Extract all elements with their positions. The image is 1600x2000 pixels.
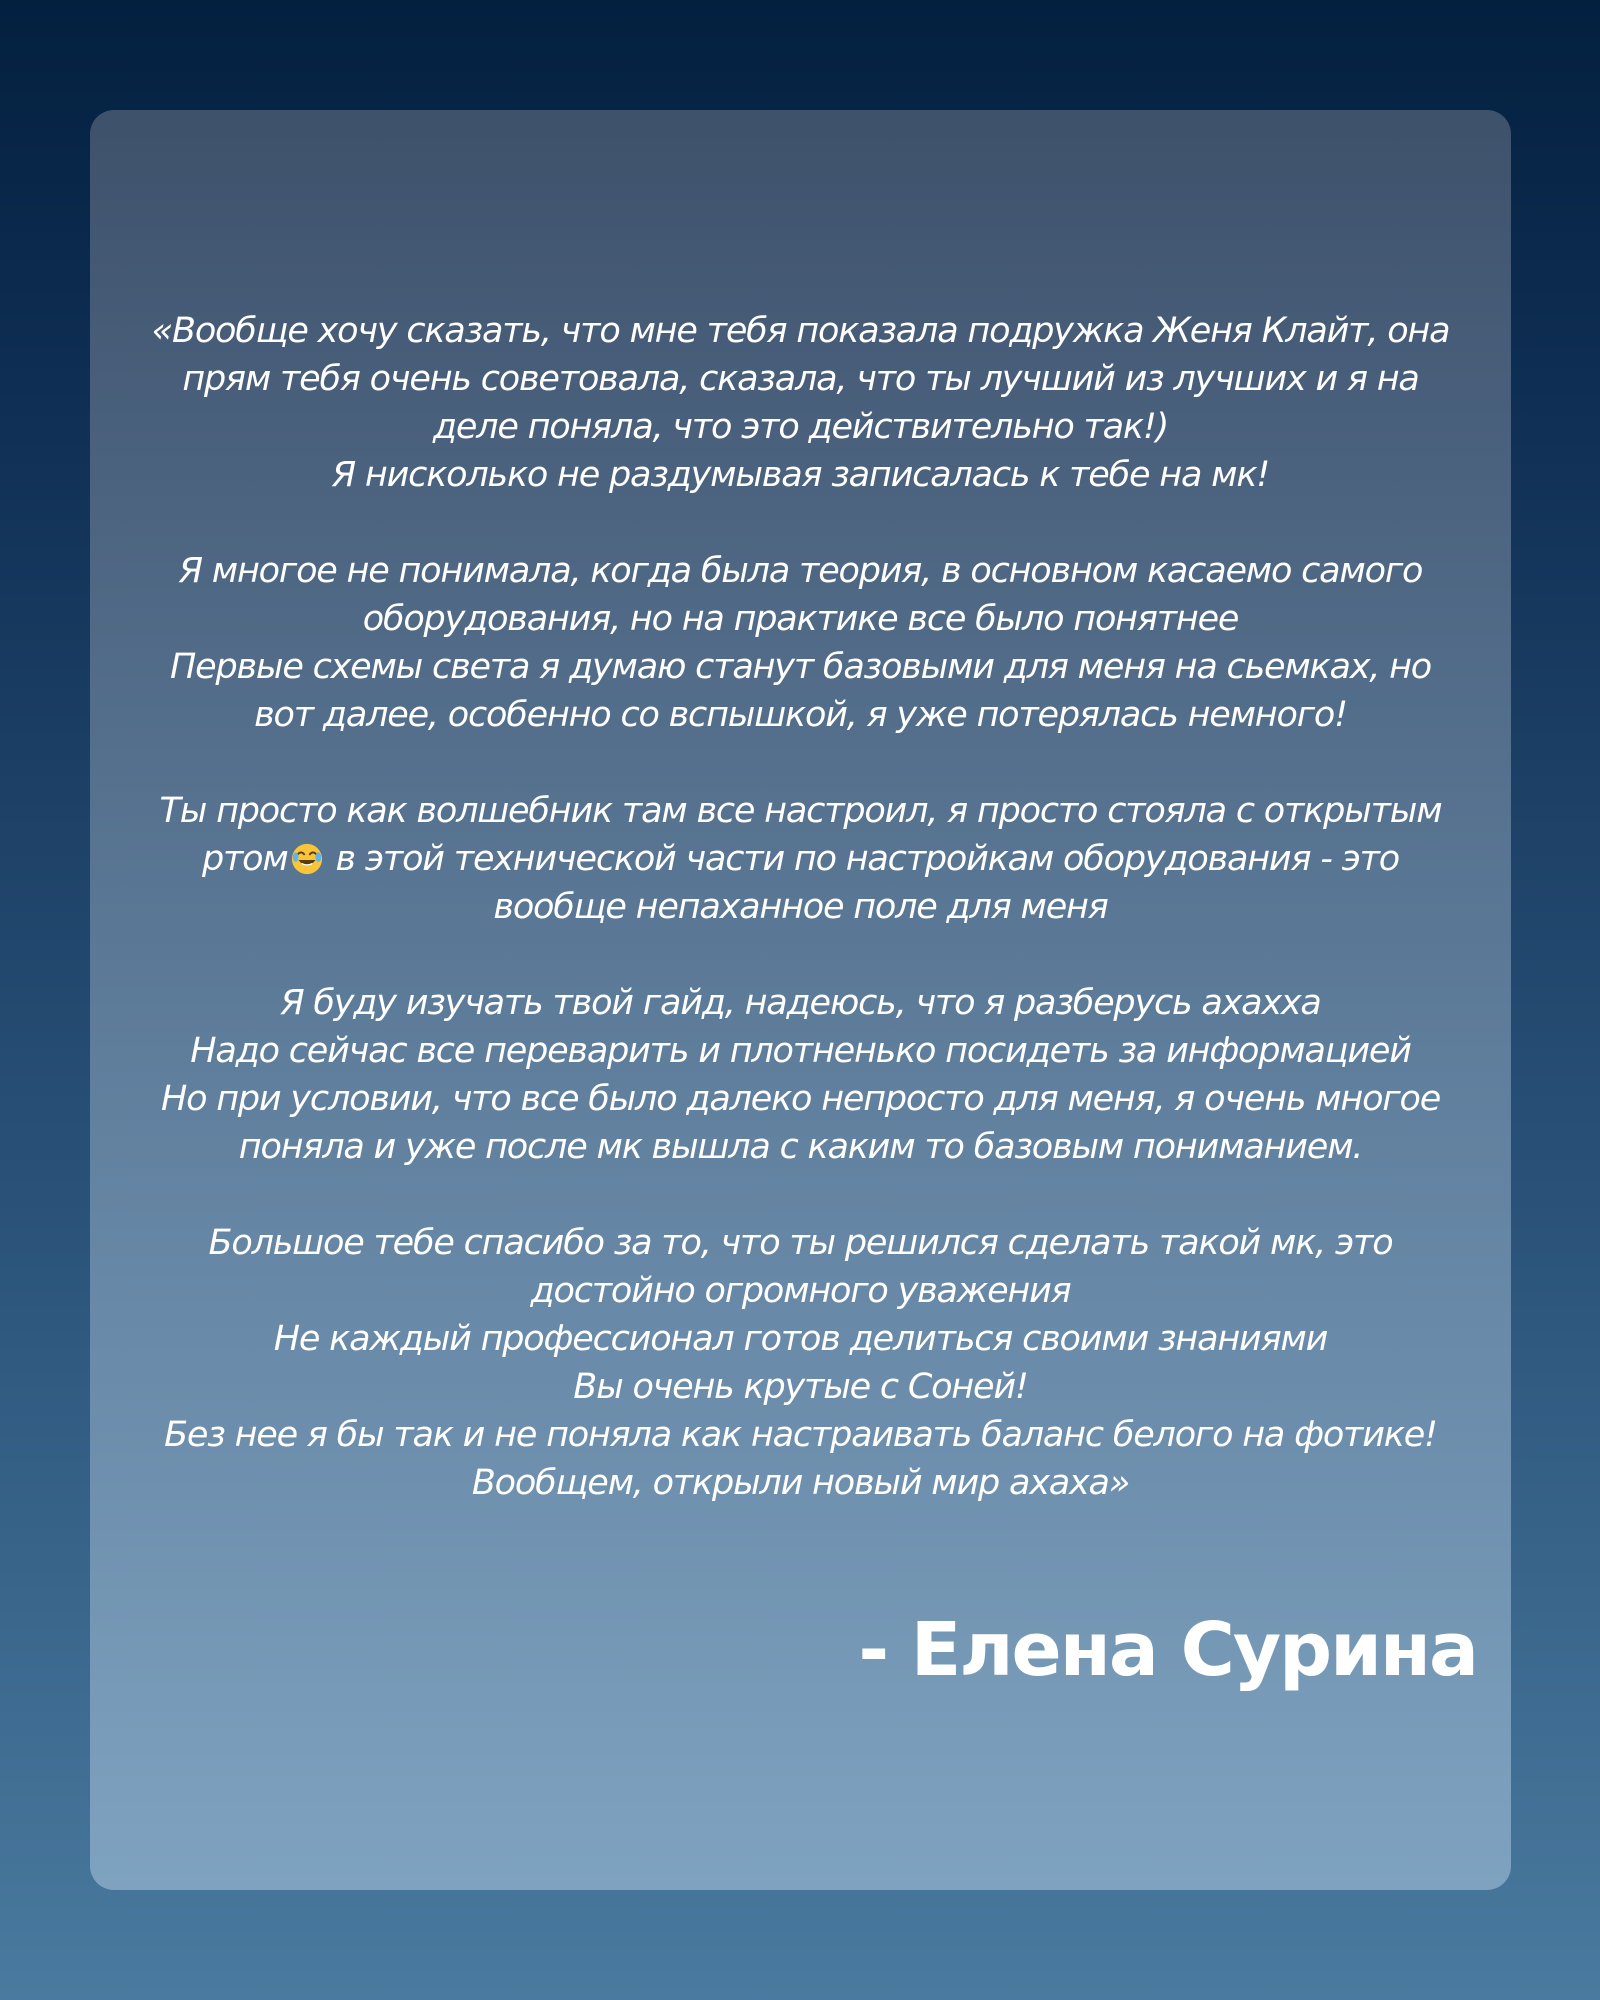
quote-line: Но при условии, что все было далеко непросто для меня, я очень многое xyxy=(160,1079,1441,1119)
quote-line: вот далее, особенно со вспышкой, я уже потерялась немного! xyxy=(254,695,1347,735)
quote-line: Я буду изучать твой гайд, надеюсь, что я разберусь ахахха xyxy=(280,983,1321,1023)
quote-paragraph xyxy=(110,1219,1491,1507)
quote-line: поняла и уже после мк вышла с каким то базовым пониманием. xyxy=(238,1127,1363,1167)
quote-line: Вообщем, открыли новый мир ахаха» xyxy=(471,1463,1130,1503)
quote-line: Ты просто как волшебник там все настроил, я просто стояла с открытым xyxy=(159,791,1442,831)
quote-line: Надо сейчас все переварить и плотненько посидеть за информацией xyxy=(190,1031,1411,1071)
quote-line: Не каждый профессионал готов делиться своими знаниями xyxy=(273,1319,1328,1359)
quote-fragment: ртом xyxy=(201,839,288,879)
quote-line: Вы очень крутые с Соней! xyxy=(573,1367,1028,1407)
quote-line: деле поняла, что это действительно так!) xyxy=(432,407,1169,447)
testimonial-quote xyxy=(110,307,1491,1507)
quote-line-with-emoji xyxy=(110,835,1491,883)
quote-paragraph xyxy=(110,979,1491,1171)
quote-line: «Вообще хочу сказать, что мне тебя показала подружка Женя Клайт, она xyxy=(151,311,1450,351)
face-with-tears-of-joy-icon xyxy=(290,842,324,876)
quote-line: Большое тебе спасибо за то, что ты решился сделать такой мк, это xyxy=(208,1223,1393,1263)
quote-line: достойно огромного уважения xyxy=(530,1271,1071,1311)
quote-line: Без нее я бы так и не поняла как настраивать баланс белого на фотике! xyxy=(164,1415,1437,1455)
testimonial-card xyxy=(90,110,1511,1890)
quote-line: Я многое не понимала, когда была теория, в основном касаемо самого xyxy=(178,551,1423,591)
quote-line: вообще непаханное поле для меня xyxy=(493,887,1108,927)
author-name: - Елена Сурина xyxy=(858,1607,1477,1693)
quote-paragraph xyxy=(110,787,1491,931)
quote-line: Первые схемы света я думаю станут базовыми для меня на сьемках, но xyxy=(170,647,1431,687)
quote-paragraph xyxy=(110,547,1491,739)
quote-line: оборудования, но на практике все было понятнее xyxy=(362,599,1239,639)
quote-line: Я нисколько не раздумывая записалась к тебе на мк! xyxy=(331,455,1270,495)
quote-line: прям тебя очень советовала, сказала, что ты лучший из лучших и я на xyxy=(182,359,1419,399)
quote-paragraph xyxy=(110,307,1491,499)
quote-fragment: в этой технической части по настройкам оборудования - это xyxy=(325,839,1400,879)
